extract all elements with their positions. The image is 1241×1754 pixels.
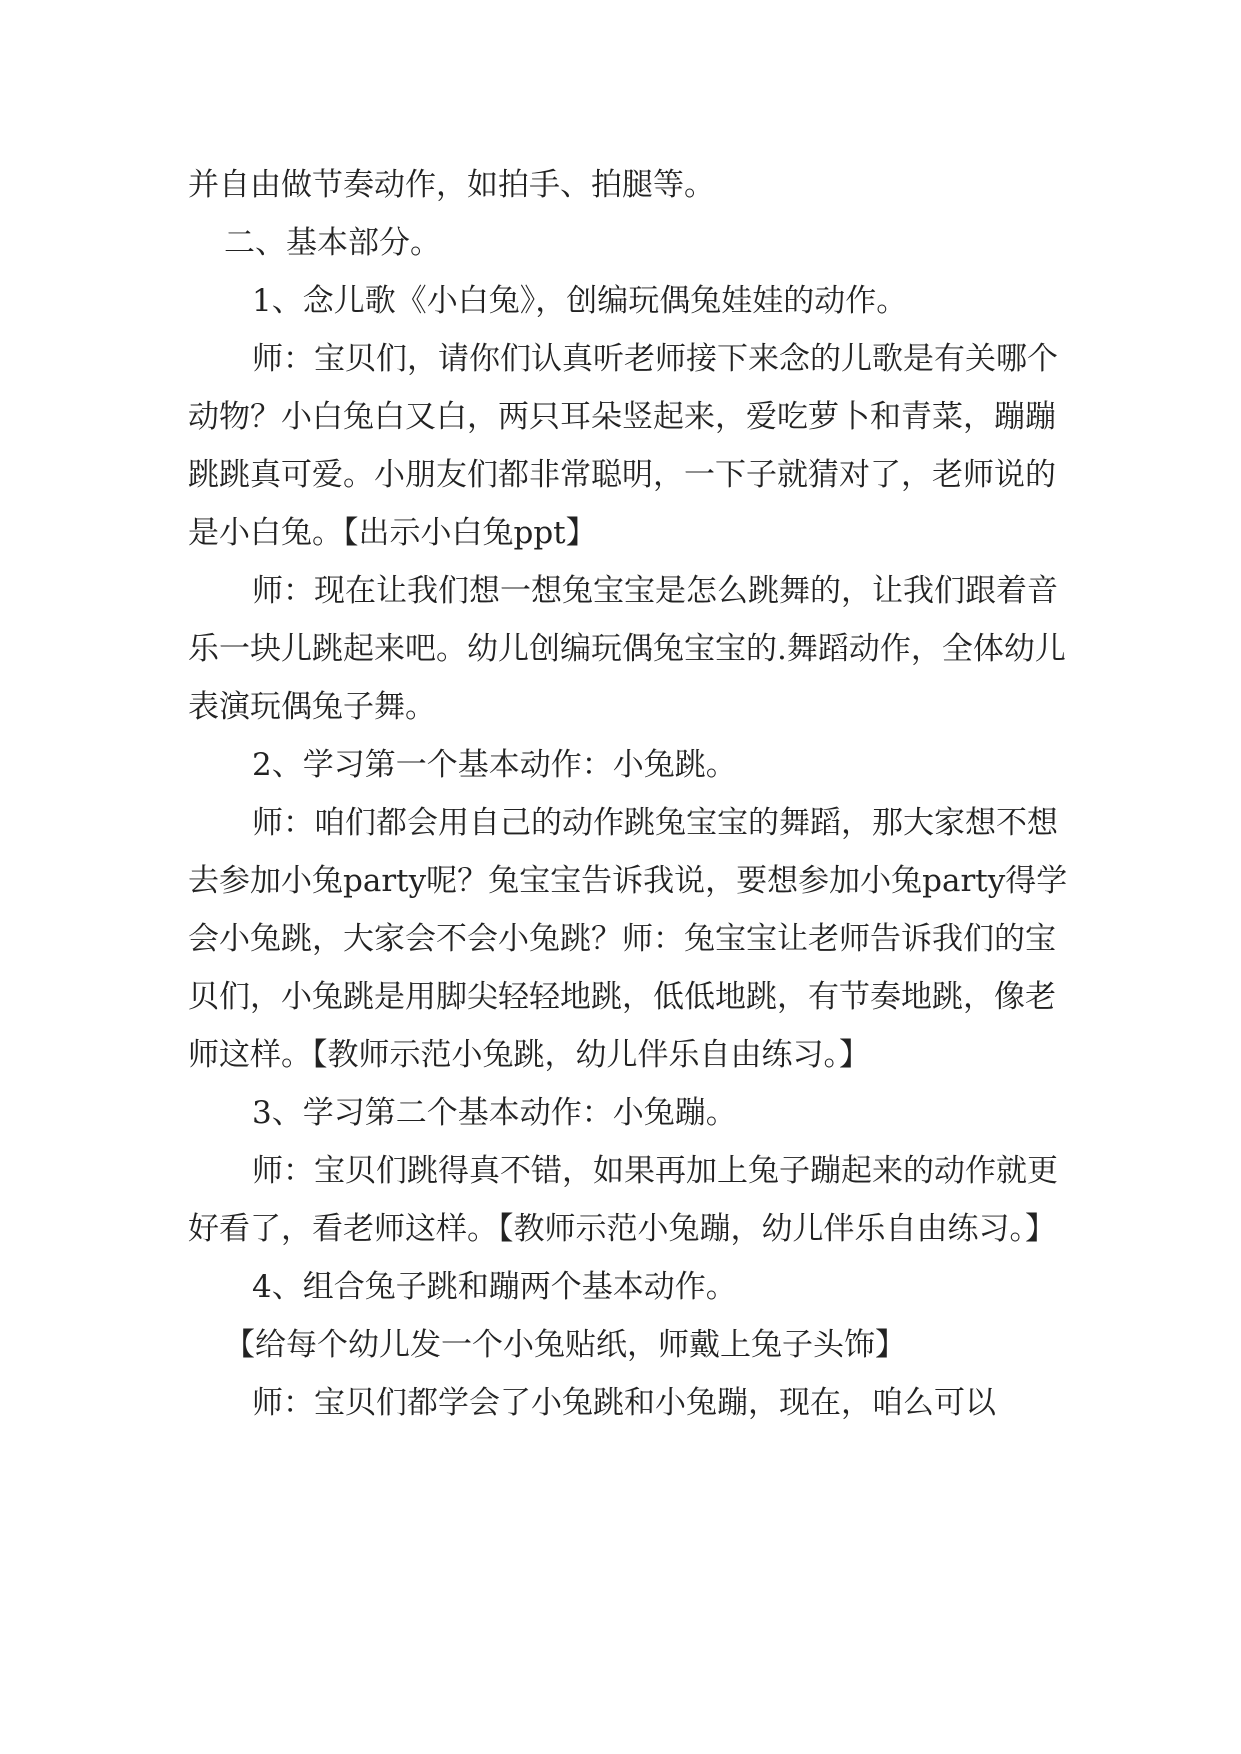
teacher-dialogue-4: 师：宝贝们跳得真不错，如果再加上兔子蹦起来的动作就更好看了，看老师这样。【教师示范小兔蹦，幼儿伴乐自由练习。】 (188, 1153, 1058, 1247)
teacher-dialogue-2: 师：现在让我们想一想兔宝宝是怎么跳舞的，让我们跟着音乐一块儿跳起来吧。幼儿创编玩偶兔宝宝的.舞蹈动作，全体幼儿表演玩偶兔子舞。 (188, 573, 1066, 725)
paragraph-continuation: 并自由做节奏动作，如拍手、拍腿等。 (188, 167, 715, 203)
document-page (188, 156, 1068, 1432)
teacher-dialogue-5: 师：宝贝们都学会了小兔跳和小兔蹦，现在，咱么可以 (252, 1385, 996, 1421)
step-heading-2: 2、学习第一个基本动作：小兔跳。 (252, 747, 737, 783)
section-heading-basic: 二、基本部分。 (224, 225, 441, 261)
step-heading-3: 3、学习第二个基本动作：小兔蹦。 (252, 1095, 737, 1131)
teacher-dialogue-1: 师：宝贝们，请你们认真听老师接下来念的儿歌是有关哪个动物？小白兔白又白，两只耳朵竖起来，爱吃萝卜和青菜，蹦蹦跳跳真可爱。小朋友们都非常聪明，一下子就猜对了，老师说的是小白兔。【出示小白兔ppt】 (188, 341, 1058, 551)
teacher-dialogue-3: 师：咱们都会用自己的动作跳兔宝宝的舞蹈，那大家想不想去参加小兔party呢？兔宝宝告诉我说，要想参加小兔party得学会小兔跳，大家会不会小兔跳？师：兔宝宝让老师告诉我们的宝贝们，小兔跳是用脚尖轻轻地跳，低低地跳，有节奏地跳，像老师这样。【教师示范小兔跳，幼儿伴乐自由练习。】 (188, 805, 1068, 1073)
step-heading-1: 1、念儿歌《小白兔》，创编玩偶兔娃娃的动作。 (252, 283, 908, 319)
step-heading-4: 4、组合兔子跳和蹦两个基本动作。 (252, 1269, 737, 1305)
activity-note: 【给每个幼儿发一个小兔贴纸，师戴上兔子头饰】 (224, 1327, 906, 1363)
